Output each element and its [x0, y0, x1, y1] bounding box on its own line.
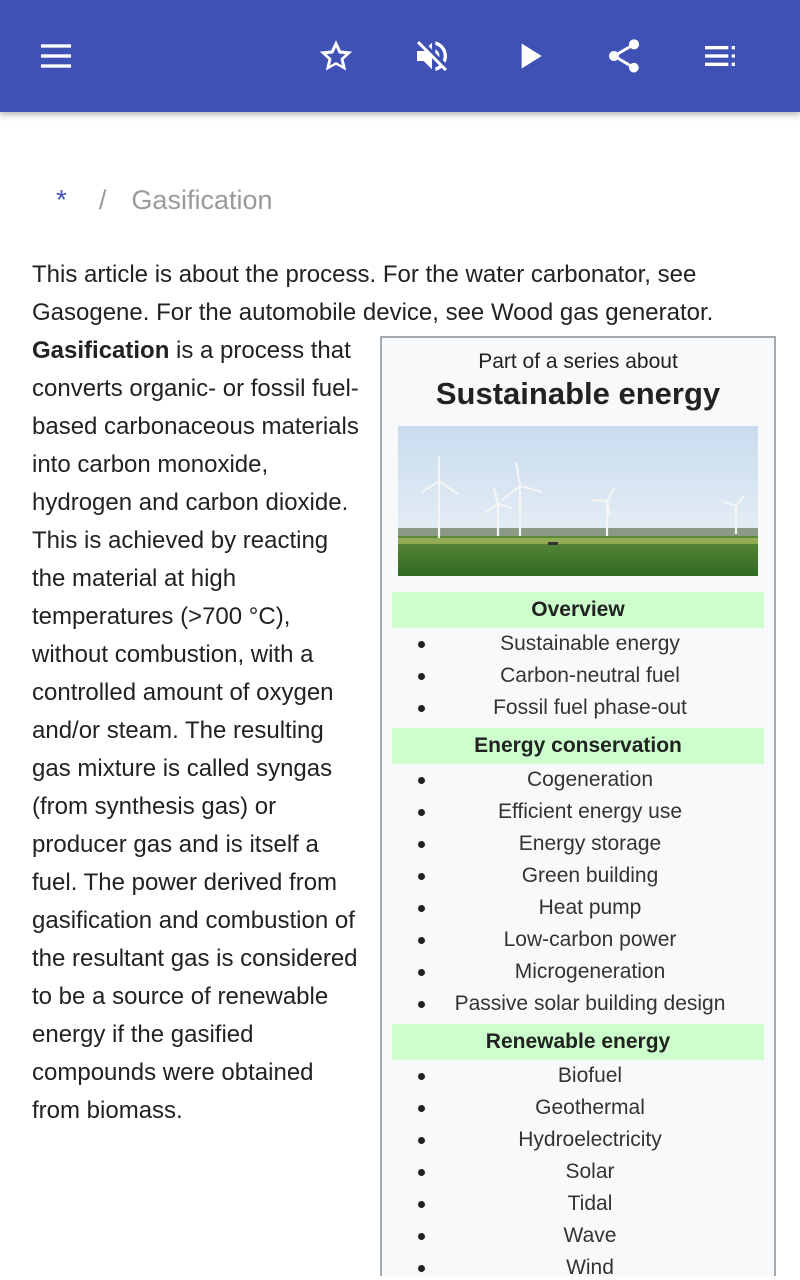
contents-button[interactable]	[692, 28, 748, 84]
mute-button[interactable]	[404, 28, 460, 84]
list-item[interactable]: Fossil fuel phase-out	[382, 692, 774, 724]
app-bar	[0, 0, 800, 112]
infobox-section-renewable-energy[interactable]: Renewable energy	[392, 1024, 764, 1060]
list-item[interactable]: Passive solar building design	[382, 988, 774, 1020]
list-item[interactable]: Wave	[382, 1220, 774, 1252]
lead-bold-term: Gasification	[32, 337, 170, 364]
breadcrumb-current: Gasification	[131, 185, 273, 215]
breadcrumb	[56, 180, 273, 220]
table-of-contents-icon	[700, 36, 740, 76]
infobox	[380, 336, 776, 1276]
list-item[interactable]: Geothermal	[382, 1092, 774, 1124]
star-outline-icon	[316, 36, 356, 76]
list-item[interactable]: Cogeneration	[382, 764, 774, 796]
list-item[interactable]: Wind	[382, 1252, 774, 1276]
wind-turbines-photo[interactable]	[398, 426, 758, 576]
energy-conservation-list	[382, 764, 774, 1024]
play-button[interactable]	[502, 28, 558, 84]
overview-list	[382, 628, 774, 728]
renewable-energy-list	[382, 1060, 774, 1276]
list-item[interactable]: Energy storage	[382, 828, 774, 860]
list-item[interactable]: Solar	[382, 1156, 774, 1188]
menu-button[interactable]	[28, 28, 84, 84]
lead-text: is a process that converts organic- or fossil fuel-based carbonaceous materials into carbon monoxide, hydrogen and carbon dioxide. This is achieved by reacting the material at high temperatures (>700 °C), without combustion, with a controlled amount of oxygen and/or steam. The resulting gas mixture is called syngas (from synthesis gas) or producer gas and is itself a fuel. The power derived from gasification and combustion of the resultant gas is considered to be a source of renewable energy if the gasified compounds were obtained from biomass.	[32, 337, 359, 1124]
list-item[interactable]: Hydroelectricity	[382, 1124, 774, 1156]
infobox-title[interactable]: Sustainable energy	[435, 376, 721, 411]
list-item[interactable]: Tidal	[382, 1188, 774, 1220]
list-item[interactable]: Heat pump	[382, 892, 774, 924]
list-item[interactable]: Carbon-neutral fuel	[382, 660, 774, 692]
bookmark-button[interactable]	[308, 28, 364, 84]
menu-icon	[36, 36, 76, 76]
list-item[interactable]: Green building	[382, 860, 774, 892]
list-item[interactable]: Efficient energy use	[382, 796, 774, 828]
infobox-section-overview[interactable]: Overview	[392, 592, 764, 628]
breadcrumb-home-link[interactable]: *	[56, 184, 67, 215]
play-icon	[510, 36, 550, 76]
breadcrumb-separator: /	[98, 185, 107, 215]
infobox-pretitle: Part of a series about	[478, 350, 678, 373]
infobox-section-energy-conservation[interactable]: Energy conservation	[392, 728, 764, 764]
list-item[interactable]: Low-carbon power	[382, 924, 774, 956]
list-item[interactable]: Microgeneration	[382, 956, 774, 988]
share-icon	[604, 36, 644, 76]
volume-off-icon	[412, 36, 452, 76]
list-item[interactable]: Sustainable energy	[382, 628, 774, 660]
hatnote: This article is about the process. For the water carbonator, see Gasogene. For the automobile device, see Wood gas generator.	[32, 261, 714, 326]
share-button[interactable]	[596, 28, 652, 84]
article-body	[32, 256, 772, 1276]
list-item[interactable]: Biofuel	[382, 1060, 774, 1092]
